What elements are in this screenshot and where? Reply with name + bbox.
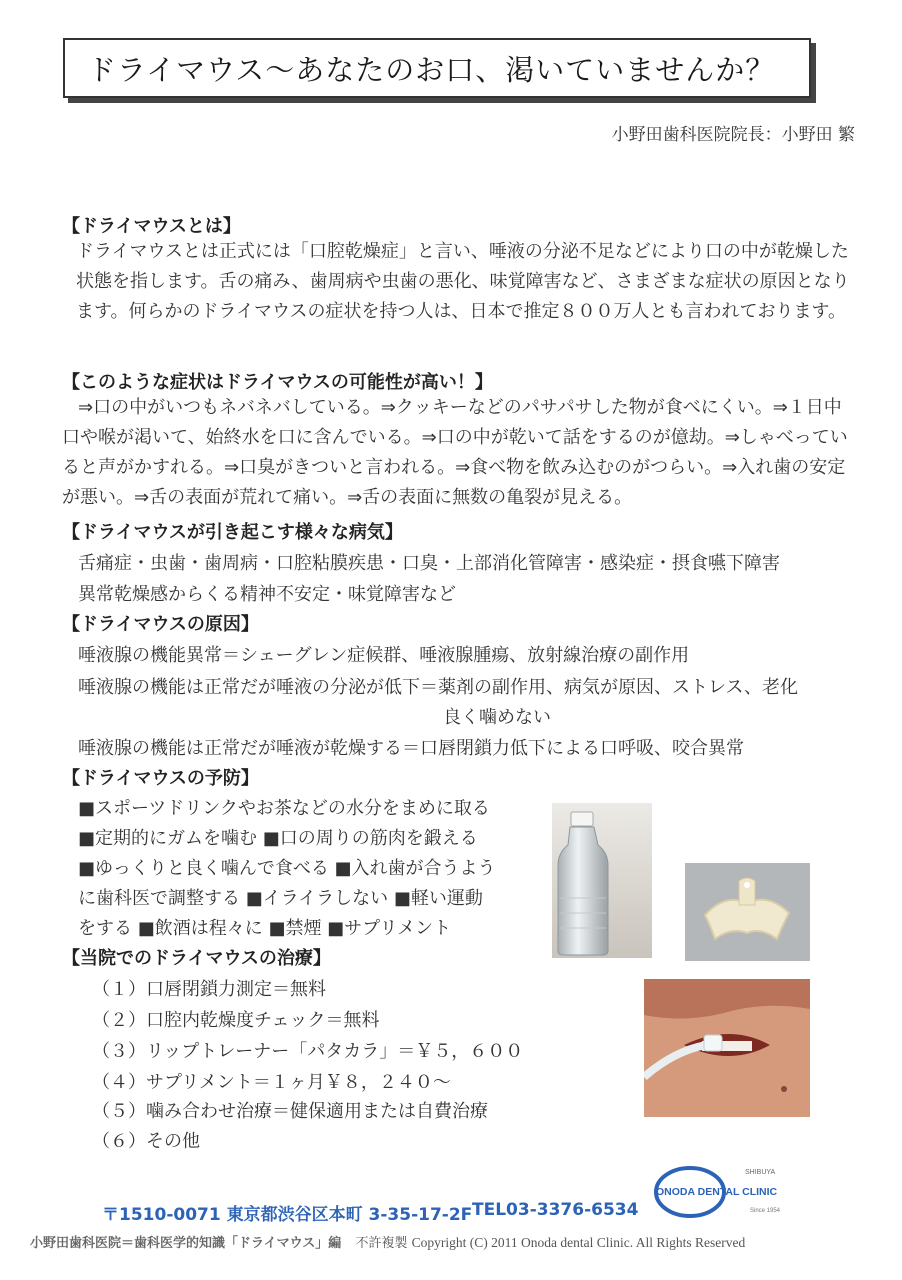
- copyright-line: [30, 1232, 745, 1251]
- treatment-item: （３）リップトレーナー「パタカラ」＝￥５，６００: [92, 1041, 524, 1062]
- water-bottle-photo: [552, 803, 652, 958]
- clinic-phone: TEL03-3376-6534: [472, 1200, 639, 1220]
- clinic-address: 〒1510-0071 東京都渋谷区本町 3-35-17-2F: [102, 1205, 473, 1225]
- section-body-symptoms: ⇒口の中がいつもネバネバしている。⇒クッキーなどのパサパサした物が食べにくい。⇒１日中口や喉が渇いて、始終水を口に含んでいる。⇒口の中が乾いて話をするのが億劫。⇒しゃべっていると声がかすれる。⇒口臭がきついと言われる。⇒食べ物を飲み込むのがつらい。⇒入れ歯の安定が悪い。⇒舌の表面が荒れて痛い。⇒舌の表面に無数の亀裂が見える。: [62, 397, 848, 508]
- section-heading-about: 【ドライマウスとは】: [62, 216, 241, 237]
- causes-line-2b: 良く噛めない: [443, 707, 551, 728]
- section-heading-symptoms: 【このような症状はドライマウスの可能性が高い！】: [62, 372, 493, 393]
- section-heading-diseases: 【ドライマウスが引き起こす様々な病気】: [62, 522, 403, 543]
- copyright-text: Copyright (C) 2011 Onoda dental Clinic. All Rights Reserved: [411, 1235, 746, 1250]
- page-title: [63, 38, 811, 98]
- logo-top-text: SHIBUYA: [745, 1169, 776, 1176]
- section-heading-causes: 【ドライマウスの原因】: [62, 614, 259, 635]
- section-heading-treatment: 【当院でのドライマウスの治療】: [62, 948, 331, 969]
- lip-trainer-photo: [685, 863, 810, 961]
- logo-name-text: ONODA DENTAL CLINIC: [656, 1186, 778, 1198]
- logo-since-text: Since 1954: [750, 1208, 781, 1214]
- mouth-measurement-photo: [644, 979, 810, 1117]
- copyright-notice: 不許複製: [355, 1236, 408, 1251]
- treatment-item: （２）口腔内乾燥度チェック＝無料: [92, 1010, 380, 1031]
- treatment-item: （４）サプリメント＝１ヶ月￥８，２４０〜: [92, 1072, 451, 1093]
- author-line: 小野田歯科医院院長：小野田 繁: [611, 125, 855, 145]
- prevention-line: ■ゆっくりと良く噛んで食べる ■入れ歯が合うよう: [78, 858, 496, 879]
- treatment-item: （６）その他: [92, 1131, 200, 1152]
- causes-line-3: 唾液腺の機能は正常だが唾液が乾燥する＝口唇閉鎖力低下による口呼吸、咬合異常: [78, 738, 744, 759]
- prevention-line: に歯科医で調整する ■イライラしない ■軽い運動: [78, 888, 483, 909]
- page-title-text: ドライマウス〜あなたのお口、渇いていませんか？: [87, 52, 776, 87]
- treatment-item: （１）口唇閉鎖力測定＝無料: [92, 979, 326, 1000]
- causes-line-2: 唾液腺の機能は正常だが唾液の分泌が低下＝薬剤の副作用、病気が原因、ストレス、老化: [78, 677, 798, 698]
- copyright-series: 小野田歯科医院＝歯科医学的知識「ドライマウス」編: [30, 1236, 342, 1251]
- diseases-line-1: 舌痛症・虫歯・歯周病・口腔粘膜疾患・口臭・上部消化管障害・感染症・摂食嚥下障害: [78, 553, 780, 574]
- clinic-logo: [650, 1162, 810, 1222]
- section-heading-prevention: 【ドライマウスの予防】: [62, 768, 259, 789]
- section-body-about: ドライマウスとは正式には「口腔乾燥症」と言い、唾液の分泌不足などにより口の中が乾燥した状態を指します。舌の痛み、歯周病や虫歯の悪化、味覚障害など、さまざまな症状の原因となります。何らかのドライマウスの症状を持つ人は、日本で推定８００万人とも言われております。: [76, 241, 850, 322]
- causes-line-1: 唾液腺の機能異常＝シェーグレン症候群、唾液腺腫瘍、放射線治療の副作用: [78, 645, 690, 666]
- treatment-item: （５）噛み合わせ治療＝健保適用または自費治療: [92, 1101, 488, 1122]
- prevention-line: ■スポーツドリンクやお茶などの水分をまめに取る: [78, 798, 490, 819]
- prevention-line: をする ■飲酒は程々に ■禁煙 ■サプリメント: [78, 918, 452, 939]
- diseases-line-2: 異常乾燥感からくる精神不安定・味覚障害など: [78, 584, 456, 605]
- prevention-line: ■定期的にガムを噛む ■口の周りの筋肉を鍛える: [78, 828, 478, 849]
